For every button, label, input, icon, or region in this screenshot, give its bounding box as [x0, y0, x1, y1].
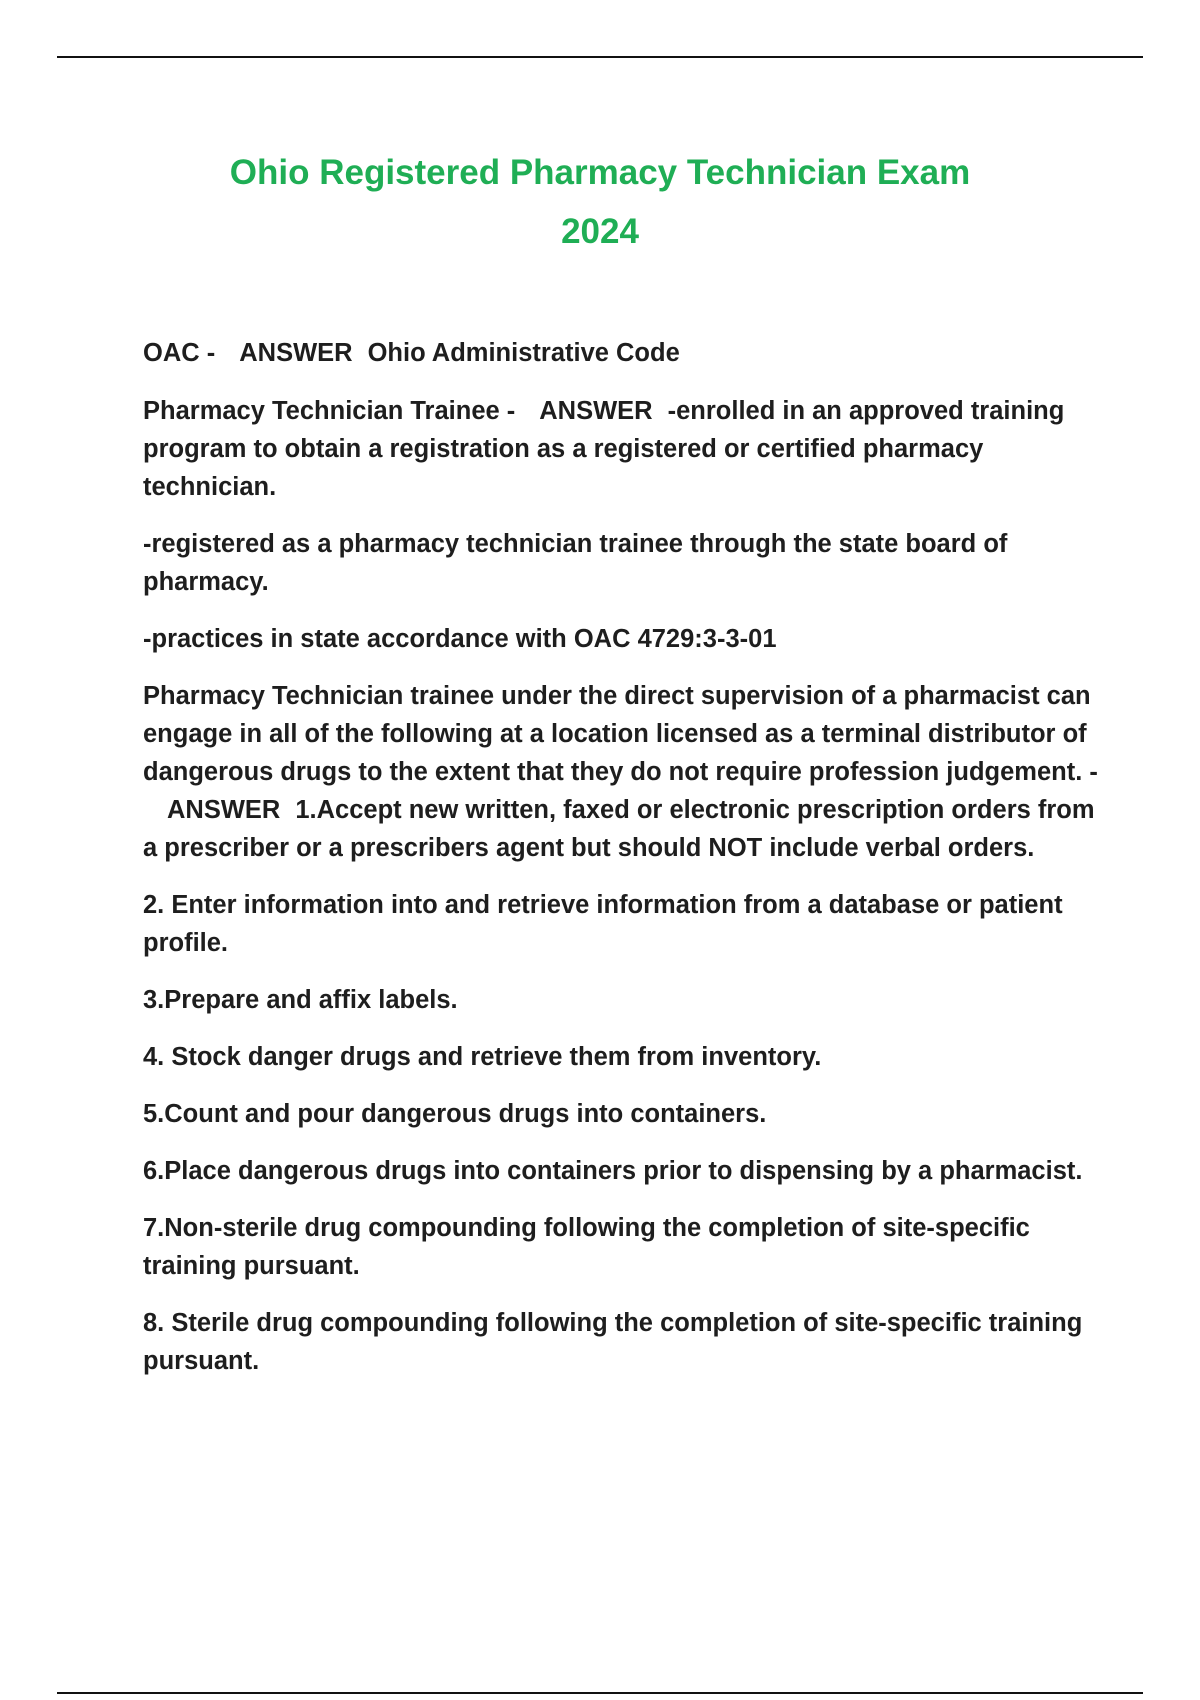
question-text: Pharmacy Technician Trainee - [143, 397, 516, 425]
duty-item: 3.Prepare and affix labels. [143, 986, 458, 1014]
bottom-rule [57, 1692, 1143, 1694]
duty-item: 2. Enter information into and retrieve information from a database or patient profile. [143, 891, 1063, 957]
answer-text: 1.Accept new written, faxed or electronic prescription orders from a prescriber or a prescribers agent but should NOT include verbal orders. [143, 796, 1095, 862]
qa-item-oac [143, 334, 1101, 372]
document-body [143, 334, 1101, 1399]
question-text: OAC - [143, 339, 216, 367]
answer-label: ANSWER [239, 339, 353, 367]
answer-label: ANSWER [167, 796, 281, 824]
duty-item: 6.Place dangerous drugs into containers prior to dispensing by a pharmacist. [143, 1157, 1083, 1185]
answer-label: ANSWER [539, 397, 653, 425]
duty-item: 5.Count and pour dangerous drugs into containers. [143, 1100, 767, 1128]
document-title [100, 143, 1100, 261]
answer-text: -enrolled in an approved training program to obtain a registration as a registered or certified pharmacy technician. [143, 397, 1065, 501]
title-line-1: Ohio Registered Pharmacy Technician Exam [229, 153, 971, 192]
qa-item-duties [143, 677, 1101, 867]
duty-item: 8. Sterile drug compounding following the completion of site-specific training pursuant. [143, 1309, 1083, 1375]
top-rule [57, 56, 1143, 58]
title-line-2: 2024 [561, 212, 639, 251]
question-text: Pharmacy Technician trainee under the direct supervision of a pharmacist can engage in all of the following at a location licensed as a terminal distributor of dangerous drugs to the extent that they do not require profession judgement. - [143, 682, 1098, 786]
duty-item: 7.Non-sterile drug compounding following the completion of site-specific training pursuant. [143, 1214, 1030, 1280]
answer-text: Ohio Administrative Code [367, 339, 680, 367]
duty-item: 4. Stock danger drugs and retrieve them from inventory. [143, 1043, 822, 1071]
qa-item-trainee [143, 392, 1101, 506]
trainee-point: -practices in state accordance with OAC 4729:3-3-01 [143, 625, 777, 653]
trainee-point: -registered as a pharmacy technician trainee through the state board of pharmacy. [143, 530, 1008, 596]
